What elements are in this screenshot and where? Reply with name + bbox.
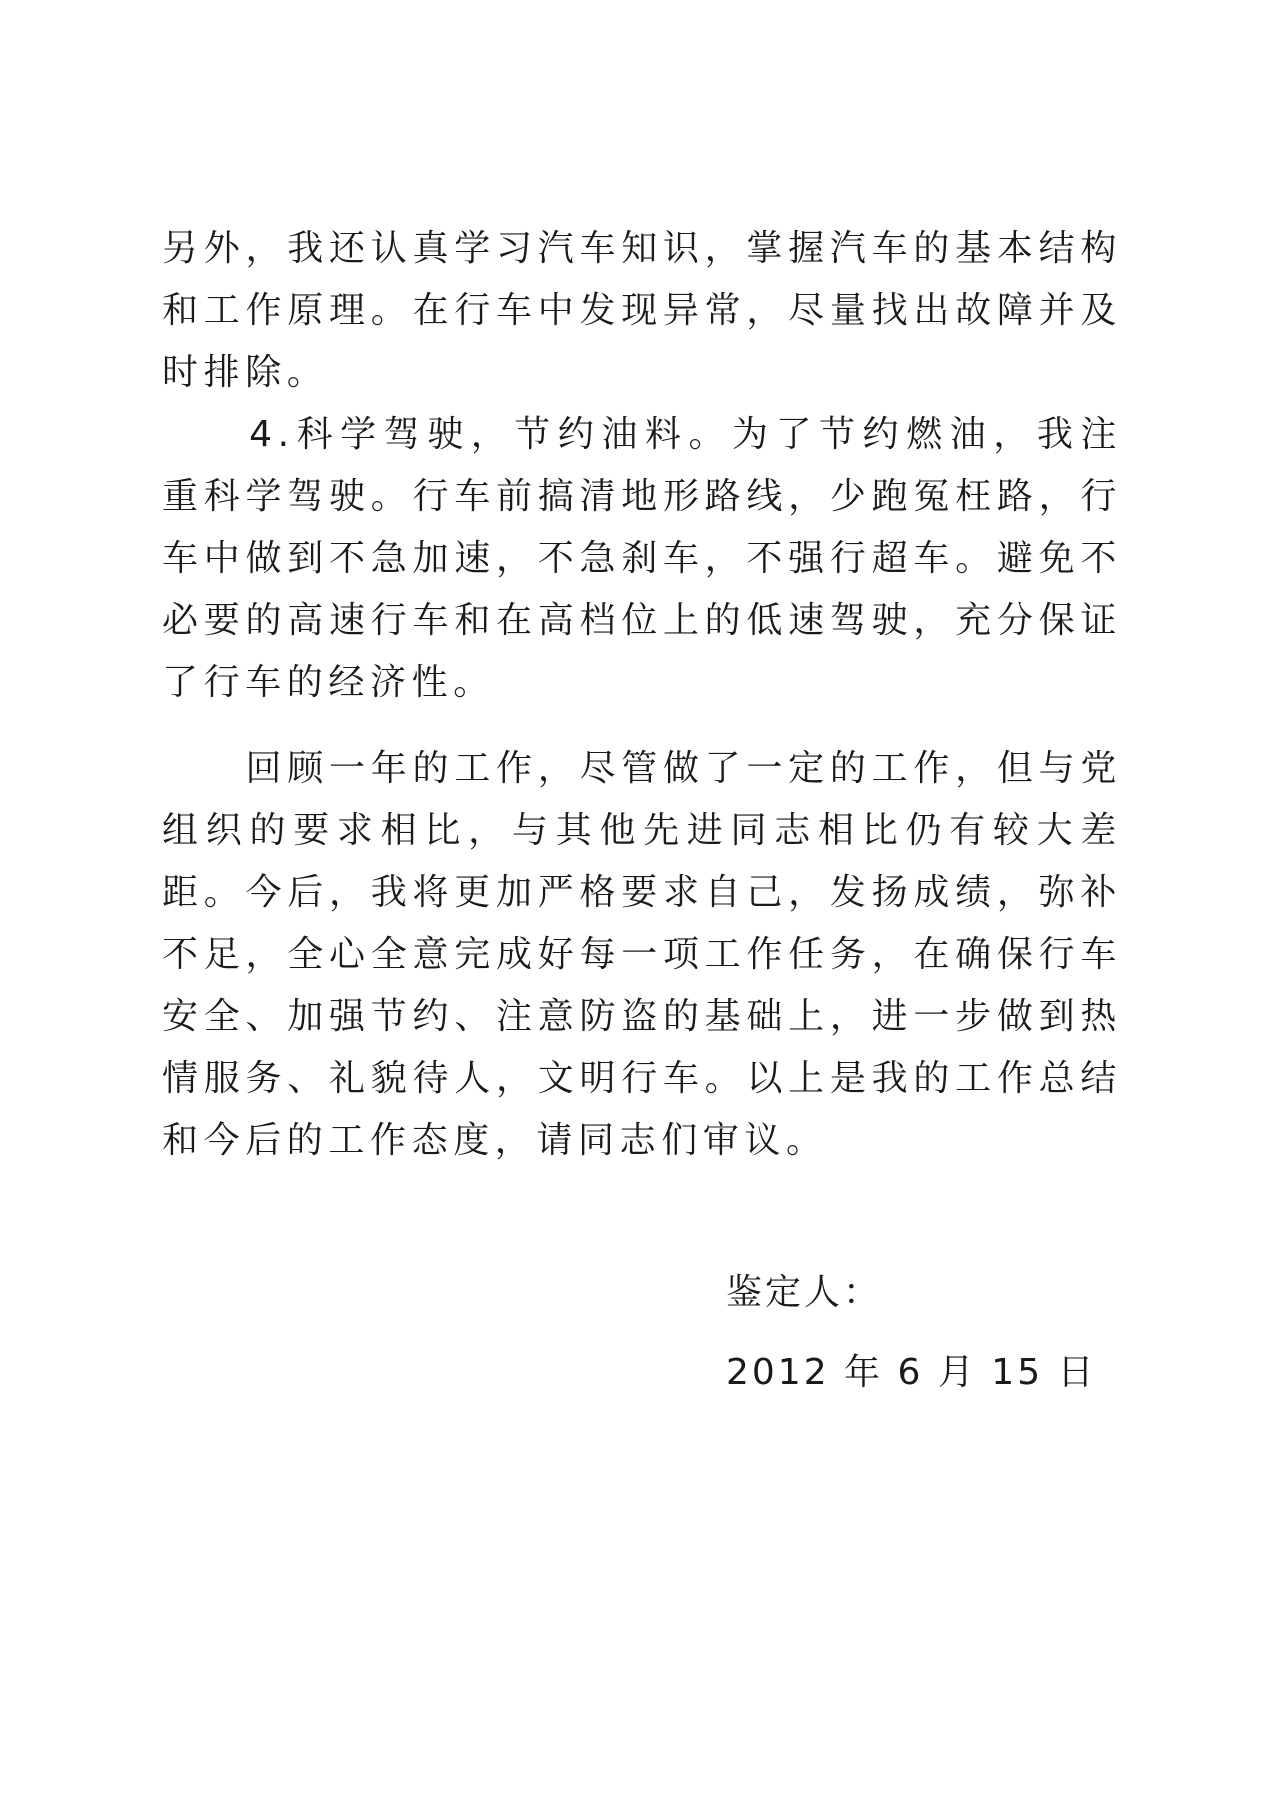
- paragraph-driving: 4.科学驾驶，节约油料。为了节约燃油，我注重科学驾驶。行车前搞清地形路线，少跑冤枉路，行车中做到不急加速，不急刹车，不强行超车。避免不必要的高速行车和在高档位上的低速驾驶，充分保证了行车的经济性。: [162, 414, 1122, 703]
- appraiser-label: 鉴定人：: [726, 1272, 883, 1313]
- paragraph-review: 回顾一年的工作，尽管做了一定的工作，但与党组织的要求相比，与其他先进同志相比仍有较大差距。今后，我将更加严格要求自己，发扬成绩，弥补不足，全心全意完成好每一项工作任务，在确保行车安全、加强节约、注意防盗的基础上，进一步做到热情服务、礼貌待人，文明行车。以上是我的工作总结和今后的工作态度，请同志们审议。: [162, 748, 1122, 1161]
- document-body: [162, 218, 1122, 1172]
- signoff-date: 2012 年 6 月 15 日: [726, 1352, 1097, 1393]
- paragraph-knowledge: 另外，我还认真学习汽车知识，掌握汽车的基本结构和工作原理。在行车中发现异常，尽量找出故障并及时排除。: [162, 228, 1122, 393]
- signoff-block: [726, 1253, 1097, 1413]
